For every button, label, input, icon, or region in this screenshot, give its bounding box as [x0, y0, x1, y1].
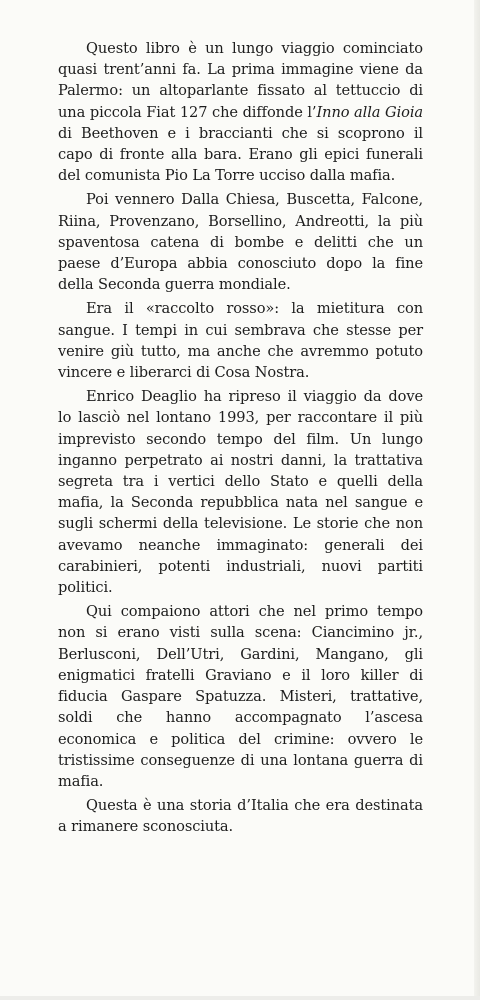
page-edge-bottom [0, 996, 480, 1000]
paragraph-4: Enrico Deaglio ha ripreso il viaggio da dove lo lasciò nel lontano 1993, per raccontare il più imprevisto secondo tempo del film. Un lungo inganno perpetrato ai nostri danni, la trattativa segreta tra i vertici dello Stato e quelli della mafia, la Seconda repubblica nata nel sangue e sugli schermi della televisione. Le storie che non avevamo neanche immaginato: generali dei carabinieri, potenti industriali, nuovi partiti politici. [58, 388, 423, 597]
paragraph-2: Poi vennero Dalla Chiesa, Buscetta, Falcone, Riina, Provenzano, Borsellino, Andreotti, la più spaventosa catena di bombe e delitti che un paese d’Europa abbia conosciuto dopo la fine della Seconda guerra mondiale. [58, 191, 423, 294]
paragraph-6: Questa è una storia d’Italia che era destinata a rimanere sconosciuta. [58, 797, 423, 836]
paragraph-5: Qui compaiono attori che nel primo tempo non si erano visti sulla scena: Ciancimino jr., Berlusconi, Dell’Utri, Gardini, Mangano, gli enigmatici fratelli Graviano e il loro killer di fiducia Gaspare Spatuzza. Misteri, trattative, soldi che hanno accompagnato l’ascesa economica e politica del crimine: ovvero le tristissime conseguenze di una lontana guerra di mafia. [58, 603, 423, 790]
italic-title: Inno alla Gioia [316, 103, 424, 121]
paragraph-1: Questo libro è un lungo viaggio cominciato quasi trent’anni fa. La prima immagine viene da Palermo: un altoparlante fissato al tettuccio di una piccola Fiat 127 che diffonde l’Inno alla Gioia di Beethoven e i braccianti che si scoprono il capo di fronte alla bara. Erano gli epici funerali del comunista Pio La Torre ucciso dalla mafia. [58, 40, 424, 185]
blurb-text [58, 38, 423, 841]
paragraph-3: Era il «raccolto rosso»: la mietitura con sangue. I tempi in cui sembrava che stesse per venire giù tutto, ma anche che avremmo potuto vincere e liberarci di Cosa Nostra. [58, 300, 423, 382]
page-edge-right [474, 0, 480, 1000]
